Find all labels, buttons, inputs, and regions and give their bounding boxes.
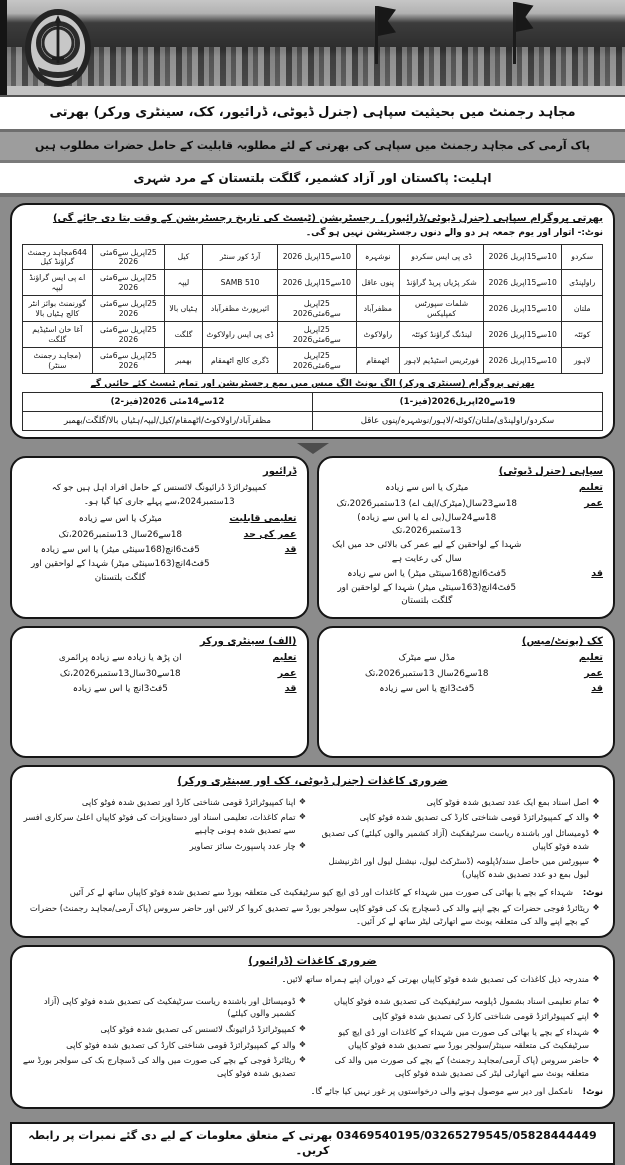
diamond-bullet-icon: ❖ <box>592 995 600 1005</box>
schedule-note: نوٹ:- اتوار اور یوم جمعہ ہر دو والے دنوں رجسٹریشن نہیں ہو گی۔ <box>305 228 603 238</box>
intro-text: مندرجہ ذیل کاغذات کی تصدیق شدہ فوٹو کاپیاں بھرتی کے دوران اپنے ہمراہ ساتھ لائیں۔ <box>281 974 589 985</box>
diamond-bullet-icon: ❖ <box>298 995 307 1005</box>
driver-height-line2: 5فٹ4انچ(163سینٹی میٹر) شہدا کے لواحقین اور گلگت بلتستان <box>30 558 210 583</box>
venue-cell: 510 SAMB <box>202 270 277 296</box>
city-cell: گلگت <box>165 322 203 348</box>
date-cell: 10سے15اپریل 2026 <box>484 322 562 348</box>
documents-general-heading: ضروری کاغذات (جنرل ڈیوٹی، کک اور سینٹری ورکر) <box>177 775 448 788</box>
diamond-bullet-icon: ❖ <box>592 1011 600 1021</box>
note-label: نوٹ: <box>582 887 603 898</box>
list-item <box>316 1026 604 1051</box>
sanitary-heading: (الف) سینٹری ورکر <box>199 636 297 648</box>
cook-age-label: عمر <box>584 667 603 679</box>
date-cell: 25اپریل سے6مئی2026 <box>278 322 356 348</box>
city-cell: راولاکوٹ <box>356 322 400 348</box>
contact-phone-numbers: 03469540195/03265279545/05828444449 <box>336 1128 597 1142</box>
gd-age-line1: 18سے23سال(میٹرک/ایف اے) 13ستمبر2026،تک <box>336 499 518 510</box>
cook-education-label: تعلیم <box>578 652 603 664</box>
venue-cell: فورٹریس اسٹیڈیم لاہور <box>400 348 484 374</box>
documents-driver-box <box>10 945 615 1109</box>
doc-item-text: تمام کاغذات، تعلیمی اسناد اور دستاویزات کی فوٹو کاپیاں اعلیٰ سرکاری افسر سے تصدیق شدہ ہونی چاہیے <box>23 812 296 836</box>
date-cell: 10سے15اپریل 2026 <box>484 270 562 296</box>
doc-item-text: والد کے کمپیوٹرائزڈ قومی شناختی کارڈ کی تصدیق شدہ فوٹو کاپی <box>359 812 589 823</box>
table-row <box>23 348 603 374</box>
cook-education-value: مڈل سے میٹرک <box>398 653 456 664</box>
schedule-heading: بھرتی پروگرام سپاہی (جنرل ڈیوٹی/ڈرائیور)۔ رجسٹریشن (ٹیسٹ کی تاریخ رجسٹریشن کے وقت بتا دی جائے گی) <box>52 213 603 224</box>
date-cell: 10سے15اپریل 2026 <box>484 296 562 322</box>
documents-general-left-list <box>22 793 310 884</box>
gd-education-value: میٹرک یا اس سے زیادہ <box>385 483 469 494</box>
list-item <box>22 811 310 836</box>
documents-general-right-list <box>316 793 604 884</box>
schedule-box <box>10 203 615 439</box>
city-cell: مظفرآباد <box>356 296 400 322</box>
photo-banner <box>0 0 625 97</box>
gd-education-label: تعلیم <box>578 482 603 494</box>
contact-text: بھرتی کے متعلق معلومات کے لیے دی گئے نمبرات پر رابطہ کریں۔ <box>28 1128 333 1158</box>
list-item <box>316 855 604 880</box>
city-cell: کیل <box>165 244 203 270</box>
note-text: شہداء کے بچے یا بھائی کی صورت میں شہداء کے کاغذات اور ڈی ایچ کیو سرٹیفکیٹ کی متعلقہ بورڈ سے تصدیق شدہ فوٹو کاپیاں ساتھ لے کر آئیں <box>69 887 573 898</box>
doc-item-text: شہداء کے بچے یا بھائی کی صورت میں شہداء کے کاغذات اور ڈی ایچ کیو سرٹیفکیٹ کی متعلقہ سینٹر/سولجر بورڈ سے تصدیق شدہ فوٹو کاپیاں <box>338 1026 589 1050</box>
sanitary-age-value: 18سے30سال13ستمبر2026،تک <box>59 668 181 679</box>
phase2-cities: مظفرآباد/راولاکوٹ/اٹھمقام/کیل/لیپہ/ہٹیاں بالا/گلگت/بھمبر <box>23 412 313 431</box>
venue-cell: آرڈ کور سنٹر <box>202 244 277 270</box>
table-row <box>23 322 603 348</box>
diamond-bullet-icon: ❖ <box>298 840 307 850</box>
city-cell: لاہور <box>562 348 603 374</box>
diamond-bullet-icon: ❖ <box>298 812 307 822</box>
date-cell: 25اپریل سے6مئی 2026 <box>92 322 165 348</box>
driver-education-value: میٹرک یا اس سے زیادہ <box>78 514 162 525</box>
phase2-dates: 12سے14مئی 2026(فیز-2) <box>23 393 313 412</box>
phase1-cities: سکردو/راولپنڈی/ملتان/کوئٹہ/لاہور/نوشہرہ/پنوں عاقل <box>313 412 603 431</box>
doc-item-text: ڈومیسائل اور باشندہ ریاست سرٹیفکیٹ کی تصدیق شدہ فوٹو کاپی (آزاد کشمیر والوں کیلئے) <box>43 995 296 1019</box>
venue-cell: ڈگری کالج اٹھمقام <box>202 348 277 374</box>
venue-cell: گورنمنٹ بوائز انٹر کالج ہٹیاں بالا <box>23 296 93 322</box>
city-cell: راولپنڈی <box>562 270 603 296</box>
diamond-bullet-icon: ❖ <box>592 812 600 822</box>
diamond-bullet-icon: ❖ <box>592 828 600 838</box>
city-cell: لیپہ <box>165 270 203 296</box>
date-cell: 10سے15اپریل 2026 <box>484 244 562 270</box>
diamond-bullet-icon: ❖ <box>298 1055 307 1065</box>
table-row <box>23 270 603 296</box>
documents-driver-note <box>22 1085 603 1098</box>
table-row <box>23 244 603 270</box>
gd-age-line3: شہدا کے لواحقین کے لیے عمر کی بالائی حد میں ایک سال کی رعایت ہے <box>332 539 522 564</box>
driver-height-value <box>22 544 219 585</box>
list-item <box>22 1039 310 1052</box>
gd-heading: سپاہی (جنرل ڈیوٹی) <box>498 466 603 478</box>
date-cell: 25اپریل سے6مئی2026 <box>278 296 356 322</box>
sanitary-education-value: ان پڑھ یا زیادہ سے زیادہ پرائمری <box>58 653 182 664</box>
venue-cell: اے پی ایس گراؤنڈ لیپہ <box>23 270 93 296</box>
cook-age-value: 18سے26سال 13ستمبر2026،تک <box>364 668 489 679</box>
diamond-bullet-icon: ❖ <box>592 1026 600 1036</box>
doc-item-text: اپنے کمپیوٹرائزڈ قومی شناختی کارڈ کی تصدیق شدہ فوٹو کاپی <box>372 1011 589 1022</box>
general-duty-box <box>317 456 616 619</box>
doc-item-text: اپنا کمپیوٹرائزڈ قومی شناختی کارڈ اور تصدیق شدہ فوٹو کاپی <box>81 796 296 807</box>
venue-cell: ڈی پی ایس سکردو <box>400 244 484 270</box>
sanitary-age-label: عمر <box>277 667 297 679</box>
diamond-bullet-icon: ❖ <box>592 856 600 866</box>
venue-cell: شلمات سپورٹس کمپلیکس <box>400 296 484 322</box>
doc-item-text: والد کے کمپیوٹرائزڈ قومی شناختی کارڈ کی تصدیق شدہ فوٹو کاپی <box>66 1039 296 1050</box>
venue-cell: ائیرپورٹ مظفرآباد <box>202 296 277 322</box>
list-item <box>22 840 310 853</box>
doc-item-text: ریٹائرڈ فوجی کے بچے کی صورت میں والد کی ڈسچارج بک کی سولجر بورڈ سے تصدیق شدہ فوٹو کاپی <box>22 1055 296 1078</box>
phase-heading: بھرتی پروگرام (سینٹری ورکر) الگ یونٹ الگ میس میں بمع رجسٹریشن اور تمام ٹیسٹ کئے جائیں گے <box>90 379 535 390</box>
venue-cell: 644مجاہد رجمنٹ گراؤنڈ کیل <box>23 244 93 270</box>
documents-driver-intro <box>22 973 603 986</box>
phase1-dates: 19سے20اپریل2026(فیز-1) <box>313 393 603 412</box>
gd-height-line1: 5فٹ6انچ(168سینٹی میٹر) یا اس سے زیادہ <box>347 569 507 580</box>
note-text: نامکمل اور دیر سے موصول ہونے والی درخواستوں پر غور نہیں کیا جائے گا۔ <box>310 1086 573 1097</box>
mujahid-regiment-crest-icon <box>22 7 94 89</box>
doc-item-text: اصل اسناد بمع ایک عدد تصدیق شدہ فوٹو کاپی <box>426 796 589 807</box>
doc-item-text: چار عدد پاسپورٹ سائز تصاویر <box>189 840 296 851</box>
documents-driver-right-list <box>316 992 604 1083</box>
table-row <box>23 393 603 412</box>
diamond-bullet-icon: ❖ <box>592 796 600 806</box>
list-item <box>22 1023 310 1036</box>
driver-education-label: تعلیمی قابلیت <box>229 513 297 525</box>
city-cell: سکردو <box>562 244 603 270</box>
doc-item-text: ڈومیسائل اور باشندہ ریاست سرٹیفکیٹ (آزاد کشمیر والوں کیلئے) کی تصدیق شدہ فوٹو کاپیاں <box>321 828 589 851</box>
city-cell: کوئٹہ <box>562 322 603 348</box>
page-subtitle: پاک آرمی کی مجاہد رجمنٹ میں سپاہی کی بھرتی کے لئے مطلوبہ قابلیت کے حامل حضرات مطلوب ہیں <box>0 132 625 164</box>
date-cell: 25اپریل سے6مئی2026 <box>278 348 356 374</box>
doc-item-text: تمام تعلیمی اسناد بشمول ڈپلومہ سرٹیفیکیٹ کی تصدیق شدہ فوٹو کاپیاں <box>333 995 589 1006</box>
cook-box <box>317 626 616 758</box>
phase-table <box>22 392 603 431</box>
driver-box <box>10 456 309 619</box>
diamond-bullet-icon: ❖ <box>592 974 600 984</box>
banner-left-strip <box>0 0 7 95</box>
venue-cell: (مجاہد رجمنٹ سنٹر) <box>23 348 93 374</box>
list-item <box>316 995 604 1008</box>
driver-age-label: عمر کی حد <box>243 528 297 540</box>
date-cell: 25اپریل سے6مئی 2026 <box>92 270 165 296</box>
list-item <box>316 796 604 809</box>
driver-age-value: 18سے26سال 13ستمبر2026،تک <box>58 529 183 540</box>
cook-height-label: قد <box>591 683 603 695</box>
table-row <box>23 296 603 322</box>
list-item <box>22 995 310 1020</box>
documents-general-box <box>10 765 615 938</box>
list-item <box>316 1010 604 1023</box>
driver-heading: ڈرائیور <box>262 466 297 478</box>
documents-general-note <box>22 886 603 899</box>
gd-age-label: عمر <box>584 498 603 510</box>
date-cell: 10سے15اپریل 2026 <box>278 270 356 296</box>
page-title: مجاہد رجمنٹ میں بحیثیت سپاہی (جنرل ڈیوٹی، ڈرائیور، کک، سینٹری ورکر) بھرتی <box>0 97 625 132</box>
note-label: نوٹ! <box>582 1086 603 1097</box>
list-item <box>22 796 310 809</box>
list-item <box>316 827 604 852</box>
sanitary-height-value: 5فٹ3انچ یا اس سے زیادہ <box>72 684 168 695</box>
gd-height-value <box>329 568 526 609</box>
venue-cell: آغا خان اسٹیڈیم گلگت <box>23 322 93 348</box>
venue-cell: شکر پڑیاں پریڈ گراؤنڈ <box>400 270 484 296</box>
list-item <box>316 811 604 824</box>
city-cell: ملتان <box>562 296 603 322</box>
documents-general-extra <box>22 902 603 927</box>
gd-age-line2: 18سے24سال(بی اے یا اس سے زیادہ) 13ستمبر2026،تک <box>357 512 497 537</box>
sanitary-height-label: قد <box>284 683 297 695</box>
venue-cell: ڈی پی ایس راولاکوٹ <box>202 322 277 348</box>
sanitary-worker-box <box>10 626 309 758</box>
city-cell: ہٹیاں بالا <box>165 296 203 322</box>
venue-cell: لینڈنگ گراؤنڈ کوئٹہ <box>400 322 484 348</box>
diamond-bullet-icon: ❖ <box>592 903 600 913</box>
flag-icon <box>375 6 378 64</box>
date-cell: 25اپریل سے6مئی 2026 <box>92 348 165 374</box>
list-item <box>316 1054 604 1079</box>
city-cell: پنوں عاقل <box>356 270 400 296</box>
city-cell: اٹھمقام <box>356 348 400 374</box>
eligibility-line: اہلیت: پاکستان اور آزاد کشمیر، گلگت بلتستان کے مرد شہری <box>0 163 625 197</box>
gd-age-value <box>329 498 526 566</box>
doc-item-text: کمپیوٹرائزڈ ڈرائیونگ لائسنس کی تصدیق شدہ فوٹو کاپی <box>100 1023 296 1034</box>
date-cell: 25اپریل سے6مئی 2026 <box>92 296 165 322</box>
flag-icon <box>513 2 516 64</box>
diamond-bullet-icon: ❖ <box>298 796 307 806</box>
diamond-bullet-icon: ❖ <box>298 1023 307 1033</box>
doc-item-text: حاضر سروس (پاک آرمی/مجاہد رجمنٹ) کے بچے کی صورت میں والد کی متعلقہ یونٹ سے اتھارٹی لیٹر کی تصدیق شدہ فوٹو کاپی <box>334 1055 589 1078</box>
driver-intro: کمپیوٹرائزڈ ڈرائیونگ لائسنس کے حامل افراد اہل ہیں جو کہ 13ستمبر2024،سے پہلے جاری کیا گیا ہو۔ <box>51 483 267 507</box>
gd-height-line2: 5فٹ4انچ(163سینٹی میٹر) شہدا کے لواحقین اور گلگت بلتستان <box>337 582 517 607</box>
sanitary-education-label: تعلیم <box>272 652 297 664</box>
date-cell: 10سے15اپریل 2026 <box>278 244 356 270</box>
diamond-bullet-icon: ❖ <box>298 1039 307 1049</box>
date-cell: 10سے15اپریل 2026 <box>484 348 562 374</box>
driver-height-label: قد <box>284 544 297 556</box>
documents-driver-heading: ضروری کاغذات (ڈرائیور) <box>248 955 377 968</box>
cook-heading: کک (یونٹ/میس) <box>521 636 603 648</box>
diamond-bullet-icon: ❖ <box>592 1055 600 1065</box>
extra-text: ریٹائرڈ فوجی حضرات کے بچے اپنے والد کی ڈسچارج بک کی فوٹو کاپی سولجر بورڈ سے تصدیق کروا کر لائیں اور حاضر سروس (پاک آرمی/مجاہد رجمنٹ) حضرات کے بچے اپنے والد کی متعلقہ یونٹ سے اتھارٹی لیٹر ساتھ لے کر آئیں۔ <box>29 903 589 926</box>
city-cell: نوشہرہ <box>356 244 400 270</box>
contact-bar <box>10 1122 615 1165</box>
table-row <box>23 412 603 431</box>
schedule-table <box>22 244 603 375</box>
date-cell: 25اپریل سے6مئی 2026 <box>92 244 165 270</box>
city-cell: بھمبر <box>165 348 203 374</box>
doc-item-text: سپورٹس میں حاصل سند/ڈپلومہ (ڈسٹرکٹ لیول، نیشنل لیول اور انٹرنیشنل لیول بمع دو عدد تصدیق شدہ کاپیاں) <box>328 856 589 879</box>
down-arrow-icon <box>297 443 329 454</box>
list-item <box>22 1054 310 1079</box>
gd-height-label: قد <box>591 568 603 580</box>
documents-driver-left-list <box>22 992 310 1083</box>
cook-height-value: 5فٹ3انچ یا اس سے زیادہ <box>379 684 475 695</box>
driver-height-line1: 5فٹ6انچ(168سینٹی میٹر) یا اس سے زیادہ <box>40 545 200 556</box>
